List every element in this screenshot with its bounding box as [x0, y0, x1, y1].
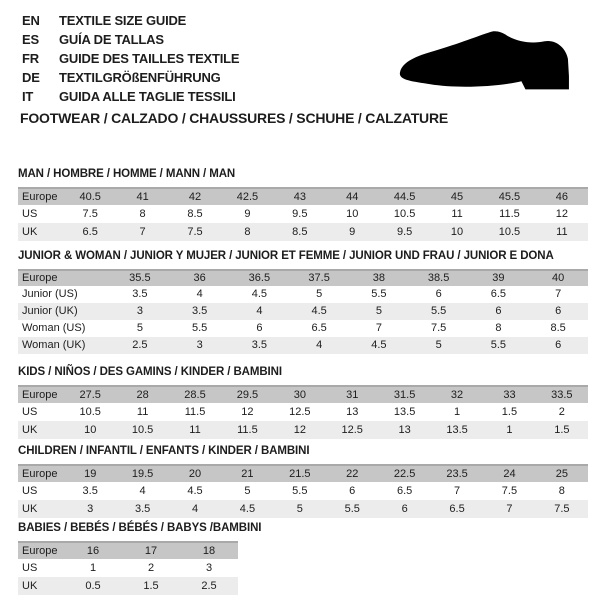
size-value: 3.5 [191, 305, 208, 317]
table-row-uk [18, 577, 238, 595]
size-value: 4 [139, 485, 146, 497]
size-value: 4.5 [311, 305, 327, 317]
size-value: 10 [346, 208, 359, 220]
size-value: 41 [136, 191, 149, 203]
size-value: 7 [453, 485, 461, 497]
size-value: 8 [139, 208, 146, 220]
row-label: US [22, 562, 38, 574]
size-value: 6 [349, 485, 356, 497]
size-value: 1.5 [554, 424, 570, 436]
size-value: 13 [398, 424, 411, 436]
size-value: 11.5 [184, 406, 206, 418]
size-value: 39 [492, 272, 505, 284]
size-value: 10.5 [79, 406, 101, 418]
size-value: 21.5 [289, 468, 311, 480]
size-value: 45.5 [498, 191, 521, 203]
row-label: Junior (UK) [22, 305, 78, 317]
size-value: 12.5 [341, 424, 363, 436]
size-value: 11 [451, 208, 463, 220]
size-value: 44 [346, 191, 359, 203]
row-label: Europe [22, 272, 58, 284]
size-value: 5 [316, 288, 323, 300]
size-value: 32 [450, 389, 464, 401]
size-value: 3.5 [82, 485, 98, 497]
size-value: 5 [296, 503, 303, 515]
size-value: 2.5 [132, 339, 148, 351]
size-value: 4 [196, 288, 203, 300]
table-row-europe [18, 385, 588, 403]
category-title: FOOTWEAR / CALZADO / CHAUSSURES / SCHUHE / CALZATURE [20, 110, 449, 126]
size-value: 46 [555, 191, 568, 203]
size-value: 10 [84, 424, 97, 436]
size-value: 3 [205, 562, 213, 574]
size-value: 8 [558, 485, 565, 497]
size-value: 12.5 [289, 406, 311, 418]
table-row-uk [18, 223, 588, 241]
size-value: 37.5 [308, 272, 330, 284]
size-value: 33.5 [551, 389, 573, 401]
language-code: IT [22, 89, 34, 104]
size-value: 5.5 [371, 288, 387, 300]
size-value: 10.5 [393, 208, 416, 220]
language-row-fr [22, 49, 239, 68]
size-value: 4.5 [239, 503, 256, 515]
size-value: 13.5 [393, 406, 416, 418]
size-value: 7.5 [82, 208, 98, 220]
size-section-man [18, 168, 588, 241]
size-value: 6 [435, 288, 442, 300]
language-code: DE [22, 70, 40, 85]
size-value: 1 [453, 406, 461, 418]
size-value: 7.5 [430, 322, 447, 334]
size-value: 18 [202, 545, 216, 557]
size-value: 5.5 [490, 339, 507, 351]
size-value: 4.5 [187, 485, 203, 497]
table-row-europe [18, 187, 588, 205]
table-row-woman-uk [18, 337, 588, 354]
table-row-europe [18, 464, 588, 482]
section-title: BABIES / BEBÉS / BÉBÉS / BABYS /BAMBINI [18, 522, 262, 534]
size-value: 38.5 [427, 272, 450, 284]
size-value: 10.5 [131, 424, 154, 436]
row-label: Woman (UK) [22, 339, 86, 351]
size-value: 9 [349, 226, 356, 238]
size-value: 6.5 [311, 322, 327, 334]
size-value: 6.5 [82, 226, 98, 238]
size-value: 7 [139, 226, 146, 238]
size-table [18, 187, 588, 241]
size-value: 36 [193, 272, 206, 284]
size-value: 1.5 [143, 580, 159, 592]
size-value: 3 [196, 339, 203, 351]
size-value: 40.5 [79, 191, 101, 203]
size-value: 3 [136, 305, 143, 317]
size-value: 31.5 [393, 389, 416, 401]
table-row-europe [18, 541, 238, 559]
table-row-woman-us [18, 320, 588, 337]
size-value: 2 [558, 406, 565, 418]
size-value: 9 [244, 208, 251, 220]
table-row-us [18, 403, 588, 421]
table-row-junior-uk [18, 303, 588, 320]
size-value: 9.5 [292, 208, 308, 220]
row-label: UK [22, 580, 38, 592]
size-value: 6.5 [396, 485, 413, 497]
size-value: 7.5 [554, 503, 570, 515]
size-value: 8.5 [187, 208, 203, 220]
size-value: 3.5 [132, 288, 148, 300]
language-row-es [22, 30, 239, 49]
size-value: 19 [84, 468, 97, 480]
size-value: 8 [244, 226, 251, 238]
size-section-junior-woman [18, 250, 588, 354]
size-value: 38 [372, 272, 385, 284]
size-value: 7 [555, 288, 562, 300]
language-label: GUIDE DES TAILLES TEXTILE [59, 51, 240, 66]
size-value: 40 [552, 272, 565, 284]
size-value: 2.5 [201, 580, 217, 592]
size-value: 4.5 [371, 339, 387, 351]
size-value: 6.5 [449, 503, 465, 515]
size-value: 7 [506, 503, 513, 515]
size-value: 11 [136, 406, 149, 418]
size-value: 5 [435, 339, 442, 351]
size-value: 22.5 [393, 468, 416, 480]
size-value: 16 [86, 545, 100, 557]
row-label: Woman (US) [22, 322, 86, 334]
size-value: 6 [555, 339, 562, 351]
size-value: 23.5 [446, 468, 468, 480]
size-value: 6 [401, 503, 408, 515]
dress-shoe-silhouette [400, 31, 569, 89]
language-label: TEXTILE SIZE GUIDE [59, 13, 187, 28]
size-value: 4 [191, 503, 199, 515]
size-value: 7 [375, 322, 382, 334]
language-label: TEXTILGRÖßENFÜHRUNG [59, 70, 221, 85]
table-row-junior-us [18, 286, 588, 303]
language-code: EN [22, 13, 40, 28]
size-value: 35.5 [129, 272, 151, 284]
row-label: Junior (US) [22, 288, 78, 300]
row-label: Europe [22, 468, 58, 480]
size-value: 5.5 [344, 503, 360, 515]
section-title: KIDS / NIÑOS / DES GAMINS / KINDER / BAMBINI [18, 366, 282, 378]
size-value: 19.5 [131, 468, 154, 480]
dress-shoe-icon [396, 28, 574, 94]
size-value: 11.5 [237, 424, 258, 436]
language-code: FR [22, 51, 39, 66]
language-row-it [22, 87, 239, 106]
size-value: 42.5 [236, 191, 259, 203]
size-value: 28 [136, 389, 149, 401]
size-value: 3.5 [134, 503, 151, 515]
size-value: 27.5 [79, 389, 101, 401]
size-value: 10 [450, 226, 464, 238]
size-value: 11.5 [499, 208, 520, 220]
size-value: 11 [556, 226, 568, 238]
size-table [18, 269, 588, 354]
language-row-de [22, 68, 239, 87]
size-value: 29.5 [236, 389, 259, 401]
size-value: 44.5 [393, 191, 416, 203]
language-label: GUIDA ALLE TAGLIE TESSILI [59, 89, 236, 104]
size-value: 7.5 [187, 226, 203, 238]
table-row-europe [18, 269, 588, 286]
size-value: 8.5 [550, 322, 566, 334]
size-section-kids [18, 366, 588, 439]
size-value: 24 [503, 468, 516, 480]
size-value: 1 [506, 424, 513, 436]
section-title: JUNIOR & WOMAN / JUNIOR Y MUJER / JUNIOR ET FEMME / JUNIOR UND FRAU / JUNIOR E DONA [18, 250, 554, 262]
size-value: 28.5 [184, 389, 206, 401]
size-value: 20 [188, 468, 202, 480]
size-value: 0.5 [85, 580, 101, 592]
size-value: 6 [495, 305, 502, 317]
language-code: ES [22, 32, 39, 47]
size-value: 4 [256, 305, 263, 317]
size-value: 1 [89, 562, 97, 574]
row-label: UK [22, 503, 38, 515]
row-label: US [22, 208, 38, 220]
size-section-babies [18, 522, 588, 595]
size-value: 42 [188, 191, 202, 203]
language-label: GUÍA DE TALLAS [59, 32, 164, 47]
size-value: 12 [555, 208, 568, 220]
table-row-us [18, 205, 588, 223]
size-value: 4 [316, 339, 323, 351]
size-value: 5 [136, 322, 143, 334]
table-row-uk [18, 500, 588, 518]
section-title: CHILDREN / INFANTIL / ENFANTS / KINDER / BAMBINI [18, 445, 310, 457]
language-list [22, 11, 239, 106]
row-label: US [22, 406, 38, 418]
size-value: 8.5 [292, 226, 308, 238]
size-value: 36.5 [248, 272, 271, 284]
language-row-en [22, 11, 239, 30]
size-table [18, 385, 588, 439]
size-value: 5.5 [191, 322, 208, 334]
size-value: 9.5 [396, 226, 413, 238]
size-value: 31 [346, 389, 359, 401]
row-label: US [22, 485, 38, 497]
size-table [18, 541, 238, 595]
size-value: 25 [555, 468, 568, 480]
row-label: Europe [22, 389, 58, 401]
size-value: 3 [87, 503, 94, 515]
size-value: 22 [346, 468, 359, 480]
size-value: 4.5 [251, 288, 268, 300]
size-value: 6 [256, 322, 263, 334]
row-label: Europe [22, 545, 58, 557]
size-value: 7.5 [501, 485, 518, 497]
size-value: 3.5 [251, 339, 268, 351]
size-value: 1.5 [501, 406, 518, 418]
size-value: 5.5 [430, 305, 447, 317]
size-value: 5 [244, 485, 251, 497]
size-table [18, 464, 588, 518]
size-value: 2 [147, 562, 155, 574]
size-value: 21 [241, 468, 254, 480]
size-value: 12 [293, 424, 306, 436]
size-value: 6.5 [490, 288, 507, 300]
size-value: 5.5 [292, 485, 308, 497]
row-label: Europe [22, 191, 58, 203]
row-label: UK [22, 226, 38, 238]
size-value: 12 [241, 406, 254, 418]
size-value: 13 [346, 406, 359, 418]
table-row-us [18, 559, 238, 577]
size-value: 45 [450, 191, 464, 203]
size-value: 43 [293, 191, 306, 203]
size-value: 30 [293, 389, 306, 401]
row-label: UK [22, 424, 38, 436]
size-value: 8 [495, 322, 502, 334]
table-row-us [18, 482, 588, 500]
size-value: 6 [555, 305, 562, 317]
size-value: 17 [144, 545, 158, 557]
table-row-uk [18, 421, 588, 439]
size-value: 5 [375, 305, 382, 317]
size-value: 33 [503, 389, 516, 401]
section-title: MAN / HOMBRE / HOMME / MANN / MAN [18, 168, 236, 180]
size-value: 11 [189, 424, 201, 436]
size-section-children [18, 445, 588, 518]
size-value: 13.5 [446, 424, 468, 436]
size-value: 10.5 [498, 226, 521, 238]
